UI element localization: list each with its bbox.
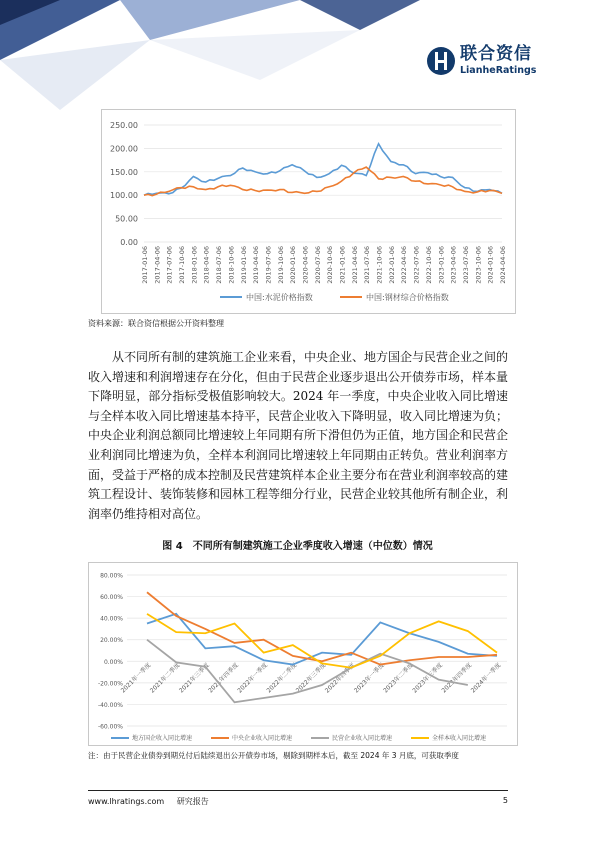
figure-title: 图 4 不同所有制建筑施工企业季度收入增速（中位数）情况 <box>162 541 433 552</box>
y-tick-label: -40.00% <box>97 701 123 709</box>
x-tick-label: 2023年三季度 <box>411 661 445 695</box>
legend-label: 中央企业收入同比增速 <box>232 735 293 742</box>
x-tick-label: 2023年二季度 <box>382 661 415 695</box>
chart-source: 资料来源：联合资信根据公开资料整理 <box>88 319 224 328</box>
x-tick-label: 2019-01-06 <box>239 246 248 284</box>
y-tick-label: 80.00% <box>100 572 123 580</box>
series-line-2 <box>147 592 497 664</box>
x-tick-label: 2017-10-06 <box>178 246 187 284</box>
x-tick-label: 2024-01-06 <box>486 246 495 284</box>
x-tick-label: 2017-01-06 <box>141 246 149 284</box>
footer-label: 研究报告 <box>176 797 209 806</box>
x-tick-label: 2021-01-06 <box>338 246 347 284</box>
y-tick-label: 150.00 <box>110 167 138 177</box>
x-tick-label: 2020-01-06 <box>289 246 298 284</box>
y-tick-label: 50.00 <box>115 214 138 224</box>
body-paragraph: 从不同所有制的建筑施工企业来看，中央企业、地方国企与民营企业之间的收入增速和利润增速存在分化，但由于民营企业逐步退出公开债券市场，样本量下降明显，部分指标受极值影响较大。2024 年一季度，中央企业收入同比增速与全样本收入同比增速基本持平，民营企业收入下降明显，收入同比增速为负；中央企业利润总额同比增速较上年同期有所下滑但仍为正值，地方国企和民营企业利润同比增速为负，全样本利润同比增速较上年同期由正转负。营业利润率方面，受益于严格的成本控制及民营建筑样本企业主要分布在营业利润率较高的建筑工程设计、装饰装修和园林工程等细分行业，民营企业较其他所有制企业，利润率仍维持相对高位。 <box>88 350 509 521</box>
y-tick-label: 0.00 <box>120 238 138 247</box>
x-tick-label: 2018-04-06 <box>202 246 211 284</box>
y-tick-label: 60.00% <box>100 594 123 602</box>
legend-label: 全样本收入同比增速 <box>432 735 487 742</box>
x-tick-label: 2021-10-06 <box>375 246 384 284</box>
y-tick-label: 100.00 <box>110 191 138 201</box>
x-tick-label: 2022-01-06 <box>387 246 396 284</box>
x-tick-label: 2023-07-06 <box>461 246 470 284</box>
x-tick-label: 2018-07-06 <box>215 246 224 284</box>
x-tick-label: 2024年一季度 <box>469 661 503 695</box>
footer-url[interactable]: www.lhratings.com <box>88 797 165 806</box>
x-tick-label: 2020-04-06 <box>301 246 310 284</box>
x-tick-label: 2022年三季度 <box>294 661 328 695</box>
x-tick-label: 2023年一季度 <box>353 661 386 695</box>
x-tick-label: 2020-10-06 <box>326 246 335 284</box>
x-tick-label: 2022年四季度 <box>323 661 357 695</box>
legend-label: 民营企业收入同比增速 <box>332 735 393 742</box>
x-tick-label: 2022年一季度 <box>236 661 270 695</box>
x-tick-label: 2023-04-06 <box>449 246 458 284</box>
footer-left <box>88 796 219 807</box>
y-tick-label: 0.00% <box>103 658 123 666</box>
footer-divider <box>88 790 508 791</box>
x-tick-label: 2019-04-06 <box>252 246 261 284</box>
y-tick-label: 40.00% <box>100 615 123 623</box>
price-index-chart <box>102 110 515 313</box>
x-tick-label: 2023年四季度 <box>440 661 474 695</box>
page-number: 5 <box>502 796 508 805</box>
series-line-3 <box>147 640 468 703</box>
y-tick-label: -60.00% <box>97 723 123 731</box>
x-tick-label: 2020-07-06 <box>313 246 322 284</box>
revenue-growth-chart-frame <box>88 562 518 746</box>
y-tick-label: 20.00% <box>100 637 123 645</box>
x-tick-label: 2023-01-06 <box>437 246 446 284</box>
revenue-growth-chart <box>89 563 517 745</box>
y-tick-label: 250.00 <box>110 121 138 130</box>
x-tick-label: 2017-04-06 <box>153 246 162 284</box>
y-tick-label: 200.00 <box>110 144 138 154</box>
x-tick-label: 2018-10-06 <box>227 246 236 284</box>
company-logo <box>426 46 536 76</box>
x-tick-label: 2021-04-06 <box>350 245 359 284</box>
x-tick-label: 2022年二季度 <box>265 661 299 695</box>
legend-label: 中国:钢材综合价格指数 <box>366 293 449 302</box>
series-line-1 <box>144 144 502 195</box>
legend-label: 地方国企收入同比增速 <box>132 735 193 742</box>
price-index-chart-frame <box>101 109 516 314</box>
x-tick-label: 2018-01-06 <box>190 246 199 284</box>
legend-label: 中国:水泥价格指数 <box>246 293 313 302</box>
lianhe-logo-icon <box>426 46 456 76</box>
x-tick-label: 2021年二季度 <box>148 661 182 695</box>
x-tick-label: 2019-10-06 <box>276 246 285 284</box>
x-tick-label: 2021-07-06 <box>363 246 372 284</box>
x-tick-label: 2019-07-06 <box>264 246 273 284</box>
logo-english-text: LianheRatings <box>460 65 537 77</box>
logo-chinese-text: 联合资信 <box>460 44 532 65</box>
x-tick-label: 2022-10-06 <box>424 246 433 284</box>
x-tick-label: 2021年四季度 <box>207 661 240 695</box>
x-tick-label: 2023-10-06 <box>474 246 483 284</box>
x-tick-label: 2021年三季度 <box>178 661 211 695</box>
x-tick-label: 2022-07-06 <box>412 246 421 284</box>
chart-note: 注：由于民营企业债券到期兑付后陆续退出公开债券市场，剔除到期样本后，截至 2024 年 3 月底，可获取季度 <box>88 751 459 760</box>
x-tick-label: 2021年一季度 <box>119 661 153 695</box>
series-line-2 <box>144 167 502 196</box>
x-tick-label: 2022-04-06 <box>400 246 409 284</box>
y-tick-label: -20.00% <box>97 680 123 688</box>
x-tick-label: 2017-07-06 <box>165 246 174 284</box>
x-tick-label: 2024-04-06 <box>499 246 507 284</box>
